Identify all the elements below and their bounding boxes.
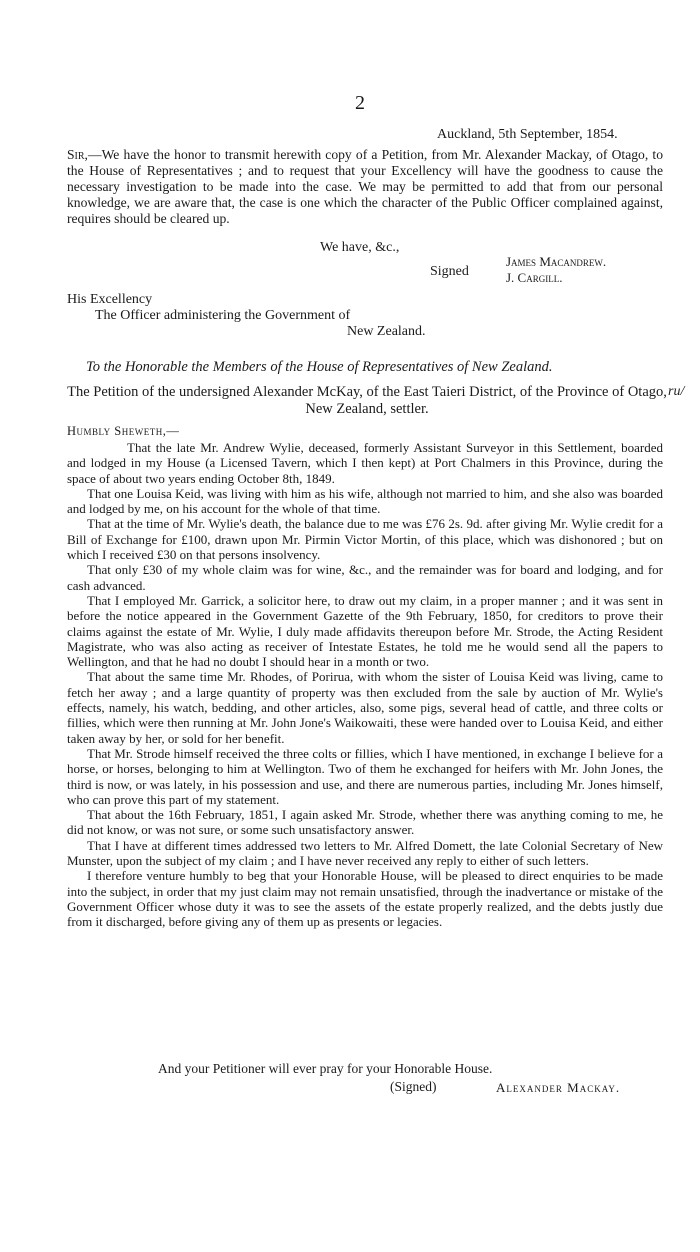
handwritten-margin-note: ru/ (668, 384, 685, 399)
addressee-line-2: The Officer administering the Government of (95, 308, 351, 323)
addressee-line-3: New Zealand. (347, 324, 426, 339)
petition-heading: To the Honorable the Members of the House of Representatives of New Zealand. (86, 359, 553, 375)
petition-body (67, 440, 663, 930)
petition-paragraph: That at the time of Mr. Wylie's death, the balance due to me was £76 2s. 9d. after giving Mr. Wylie credit for a Bill of Exchange for £100, drawn upon Mr. Pirmin Victor Mortin, of this place, which was dishonored ; but on which I received £30 on that persons insolvency. (67, 516, 663, 563)
complimentary-close: We have, &c., (320, 240, 400, 255)
petition-paragraph: I therefore venture humbly to beg that your Honorable House, will be pleased to direct enquiries to be made into the subject, in order that my just claim may not remain unsatisfied, through the inadvertance or mistake of the Government Officer whose duty it was to see the assets of the estate properly realized, and the debts justly due from it discharged, before giving any of them up as presents or legacies. (67, 868, 663, 930)
petition-intro: The Petition of the undersigned Alexander McKay, of the East Taieri District, of the Province of Otago, New Zealand, settler. (67, 384, 667, 417)
petition-paragraph: That I have at different times addressed two letters to Mr. Alfred Domett, the late Colonial Secretary of New Munster, upon the subject of my claim ; and I have never received any reply to either of such letters. (67, 837, 663, 869)
page-number: 2 (355, 92, 365, 114)
petition-paragraph: That I employed Mr. Garrick, a solicitor here, to draw out my claim, in a proper manner ; and it was sent in before the notice appeared in the Government Gazette of the 9th February, 1850, for creditors to prove their claims against the estate of Mr. Wylie, I duly made affidavits thereupon before Mr. Strode, the Acting Resident Magistrate, who was also acting as receiver of Intestate Estates, he told me he would send all the papers to Wellington, and that he had no doubt I should hear in a month or two. (67, 592, 663, 670)
petition-paragraph: That only £30 of my whole claim was for wine, &c., and the remainder was for board and lodging, and for cash advanced. (67, 562, 663, 593)
addressee-line-1: His Excellency (67, 292, 153, 307)
humbly-sheweth: Humbly Sheweth,— (67, 424, 180, 438)
petition-paragraph: That about the 16th February, 1851, I again asked Mr. Strode, whether there was anything coming to me, he did not know, or was not sure, or some such unsatisfactory answer. (67, 807, 663, 838)
addressee (67, 292, 426, 340)
petition-paragraph: That Mr. Strode himself received the three colts or fillies, which I have mentioned, in exchange I believe for a horse, or horses, belonging to him at Wellington. Two of them he exchanged for heifers with Mr. John Jones, the third is now, or was lately, in his possession and use, and there are numerous parties, including Mr. Jones himself, who can prove this part of my statement. (67, 745, 663, 807)
signatory-cargill: J. Cargill. (506, 270, 563, 285)
petitioner-signature: Alexander Mackay. (496, 1080, 621, 1095)
letter-body (67, 147, 663, 227)
petition-paragraph: That one Louisa Keid, was living with him as his wife, although not married to him, and she also was boarded and lodged by me, on his account for the whole of that time. (67, 485, 663, 517)
closing-signed-label: (Signed) (390, 1079, 437, 1094)
petition-paragraph: That about the same time Mr. Rhodes, of Porirua, with whom the sister of Louisa Keid was living, came to fetch her away ; and a large quantity of property was then excluded from the sale by auction of Mr. Wylie's effects, namely, his watch, bedding, and other articles, also, some pigs, several head of cattle, and three colts or fillies, which were then running at Mr. John Jone's Waikowaiti, these were handed over to Louisa Keid, and either taken away by her, or sold for her benefit. (67, 669, 663, 746)
letter-text: —We have the honor to transmit herewith copy of a Petition, from Mr. Alexander Mackay, of Otago, to the House of Representatives ; and to request that your Excellency will have the goodness to cause the necessary investigation to be made into the case. We may be permitted to add that from our personal knowledge, we are aware that, the case is one which the character of the Public Officer complained against, requires should be cleared up. (67, 147, 663, 226)
pray-line: And your Petitioner will ever pray for your Honorable House. (158, 1061, 493, 1076)
signed-label: Signed (430, 264, 469, 279)
signatories (506, 254, 606, 286)
dateline: Auckland, 5th September, 1854. (437, 127, 618, 142)
signatory-macandrew: James Macandrew. (506, 254, 607, 269)
petition-paragraph: That the late Mr. Andrew Wylie, deceased, formerly Assistant Surveyor in this Settlement, boarded and lodged in my House (a Licensed Tavern, which I then kept) at Port Chalmers in this Province, during the space of about two years ending October 8th, 1849. (67, 440, 663, 486)
letter-salutation: Sir, (67, 147, 88, 162)
